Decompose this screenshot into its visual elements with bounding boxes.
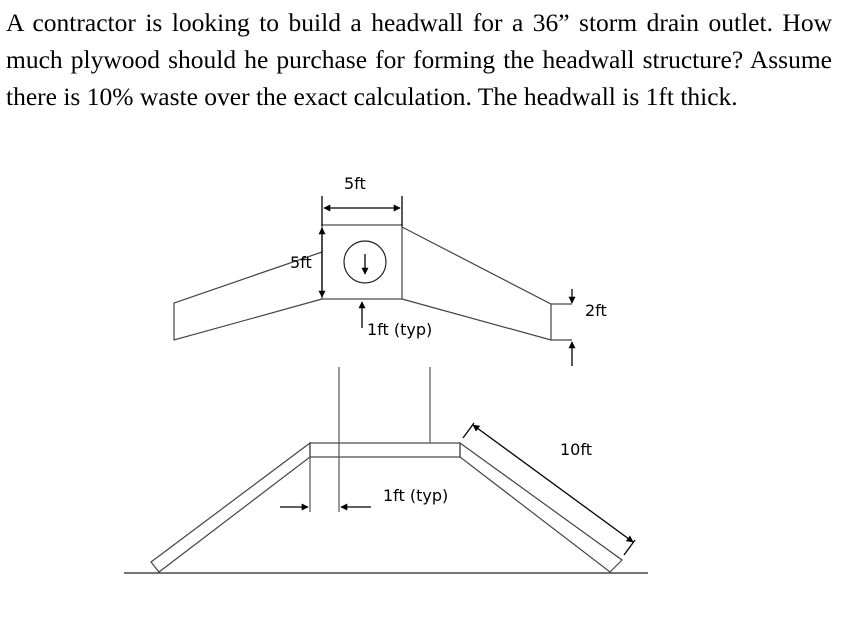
problem-statement: A contractor is looking to build a headwall for a 36” storm drain outlet. How much plywood should he purchase for forming the headwall structure? Assume there is 10% waste over the exact calculation. The headwall is 1ft thick. <box>6 8 832 111</box>
headwall-top-band <box>310 443 460 457</box>
top-width-label: 5ft <box>344 174 366 193</box>
headwall-body <box>322 225 402 299</box>
top-width-dimension <box>322 196 402 226</box>
plan-wall-typ-label: 1ft (typ) <box>367 320 433 339</box>
wing-length-label: 10ft <box>560 440 592 459</box>
elevation-wall-typ-label: 1ft (typ) <box>383 486 449 505</box>
elevation-view <box>124 367 648 573</box>
right-wing-slope <box>460 443 622 572</box>
wing-length-dimension <box>463 423 635 555</box>
wing-end-label: 2ft <box>585 301 607 320</box>
side-height-label: 5ft <box>290 253 312 272</box>
